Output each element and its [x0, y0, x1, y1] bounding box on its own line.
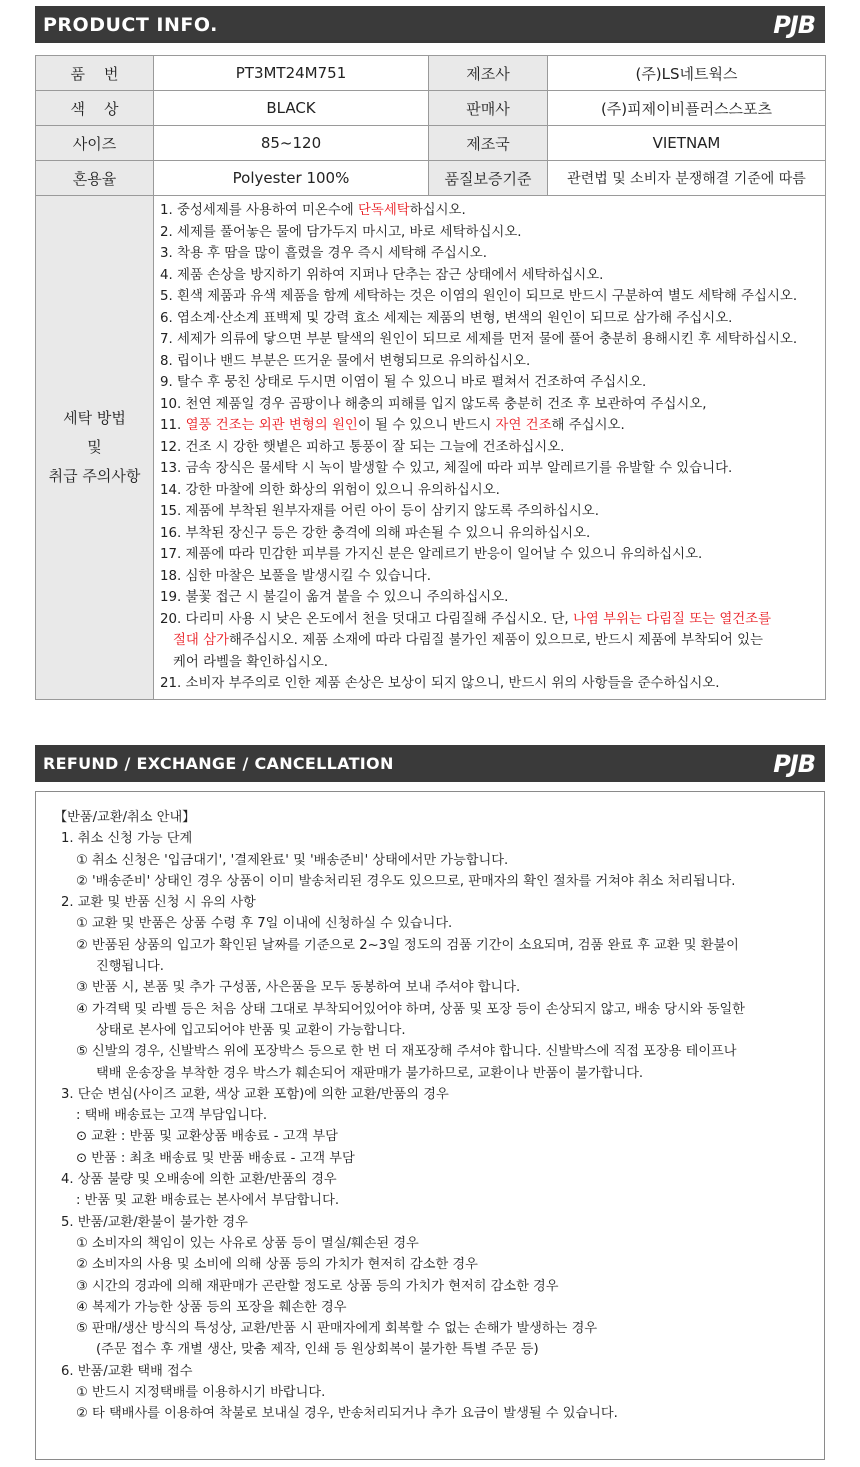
care-text: 17. 제품에 따라 민감한 피부를 가지신 분은 알레르기 반응이 일어날 수 있으니 유의하십시오. — [160, 547, 703, 562]
care-text: 13. 금속 장식은 물세탁 시 녹이 발생할 수 있고, 체질에 따라 피부 알레르기를 유발할 수 있습니다. — [160, 461, 733, 476]
care-text: 8. 립이나 밴드 부분은 뜨거운 물에서 변형되므로 유의하십시오. — [160, 353, 531, 369]
care-instructions — [154, 196, 826, 700]
care-text: 해주십시오. 제품 소재에 따라 다림질 불가인 제품이 있으므로, 반드시 제품에 부착되어 있는 — [229, 633, 763, 648]
care-text: 12. 건조 시 강한 햇볕은 피하고 통풍이 잘 되는 그늘에 건조하십시오. — [160, 439, 565, 455]
refund-policy-line: ⊙ 반품 : 최초 배송료 및 반품 배송료 - 고객 부담 — [76, 1150, 355, 1166]
label-material: 혼용율 — [36, 161, 154, 196]
care-instruction-line — [160, 308, 821, 330]
care-instruction-line — [160, 372, 821, 394]
refund-policy-line: ③ 반품 시, 본품 및 추가 구성품, 사은품을 모두 동봉하여 보내 주셔야 합니다. — [76, 980, 521, 996]
refund-policy-line: ② '배송준비' 상태인 경우 상품이 이미 발송처리된 경우도 있으므로, 판매자의 확인 절차를 거쳐야 취소 처리됩니다. — [76, 873, 736, 889]
refund-header — [35, 745, 825, 782]
care-text: 해 주십시오. — [551, 418, 625, 433]
care-text: 20. 다리미 사용 시 낮은 온도에서 천을 덧대고 다림질해 주십시오. 단, — [160, 611, 573, 627]
refund-policy-line: ① 취소 신청은 '입금대기', '결제완료' 및 '배송준비' 상태에서만 가능합니다. — [76, 852, 509, 868]
refund-policy-line: ④ 복제가 가능한 상품 등의 포장을 훼손한 경우 — [76, 1299, 347, 1315]
care-text: 1. 중성세제를 사용하여 미온수에 — [160, 203, 358, 218]
refund-policy-line: 【반품/교환/취소 안내】 — [54, 810, 196, 825]
care-label-line: 취급 주의사항 — [48, 466, 141, 485]
care-text: 21. 소비자 부주의로 인한 제품 손상은 보상이 되지 않으니, 반드시 위의 사항들을 준수하십시오. — [160, 676, 720, 691]
care-text: 2. 세제를 풀어놓은 물에 담가두지 마시고, 바로 세탁하십시오. — [160, 224, 522, 240]
label-color: 색 상 — [36, 91, 154, 126]
care-instruction-line — [160, 286, 821, 308]
value-material: Polyester 100% — [154, 161, 429, 196]
refund-policy-line: ⊙ 교환 : 반품 및 교환상품 배송료 - 고객 부담 — [76, 1129, 338, 1145]
care-text: 11. — [160, 418, 186, 433]
refund-policy-line: 3. 단순 변심(사이즈 교환, 색상 교환 포함)에 의한 교환/반품의 경우 — [61, 1086, 449, 1102]
product-info-title: PRODUCT INFO. — [43, 13, 218, 36]
brand-logo: PJB — [773, 749, 815, 778]
refund-policy-line: ⑤ 판매/생산 방식의 특성상, 교환/반품 시 판매자에게 회복할 수 없는 손해가 발생하는 경우 — [76, 1321, 598, 1337]
table-row — [36, 196, 826, 700]
care-instruction-line — [160, 329, 821, 351]
care-text: 14. 강한 마찰에 의한 화상의 위험이 있으니 유의하십시오. — [160, 482, 500, 498]
care-instruction-line — [160, 652, 821, 674]
care-instruction-line — [160, 437, 821, 459]
refund-policy-box — [35, 791, 825, 1460]
refund-policy-line: : 반품 및 교환 배송료는 본사에서 부담합니다. — [76, 1193, 340, 1209]
care-label-line: 세탁 방법 — [63, 408, 126, 427]
refund-policy-line: 택배 운송장을 부착한 경우 박스가 훼손되어 재판매가 불가하므로, 교환이나 반품이 불가합니다. — [96, 1065, 644, 1081]
refund-policy-line: ① 교환 및 반품은 상품 수령 후 7일 이내에 신청하실 수 있습니다. — [76, 916, 453, 932]
refund-policy-line: 2. 교환 및 반품 신청 시 유의 사항 — [61, 895, 256, 911]
care-text: 케어 라벨을 확인하십시오. — [173, 654, 329, 670]
care-instruction-line — [160, 415, 821, 437]
care-highlight-text: 열풍 건조는 외관 변형의 원인 — [185, 418, 358, 433]
care-instruction-line — [160, 243, 821, 265]
refund-policy-line: 진행됩니다. — [96, 959, 164, 975]
value-quality-standard: 관련법 및 소비자 분쟁해결 기준에 따름 — [548, 161, 826, 196]
brand-logo: PJB — [773, 10, 815, 39]
table-row — [36, 126, 826, 161]
refund-policy-line: ⑤ 신발의 경우, 신발박스 위에 포장박스 등으로 한 번 더 재포장해 주셔야 합니다. 신발박스에 직접 포장용 테이프나 — [76, 1044, 737, 1060]
value-size: 85~120 — [154, 126, 429, 161]
label-product-code: 품 번 — [36, 56, 154, 91]
refund-title: REFUND / EXCHANGE / CANCELLATION — [43, 754, 394, 773]
care-highlight-text: 절대 삼가 — [173, 633, 229, 648]
value-color: BLACK — [154, 91, 429, 126]
care-instruction-line — [160, 566, 821, 588]
refund-policy-line: 상태로 본사에 입고되어야 반품 및 교환이 가능합니다. — [96, 1022, 406, 1038]
label-quality-standard: 품질보증기준 — [429, 161, 548, 196]
care-instruction-line — [160, 351, 821, 373]
care-text: 5. 흰색 제품과 유색 제품을 함께 세탁하는 것은 이염의 원인이 되므로 반드시 구분하여 별도 세탁해 주십시오. — [160, 289, 798, 304]
care-text: 15. 제품에 부착된 원부자재를 어린 아이 등이 삼키지 않도록 주의하십시오. — [160, 504, 599, 519]
label-country: 제조국 — [429, 126, 548, 161]
refund-policy-line: ④ 가격택 및 라벨 등은 처음 상태 그대로 부착되어있어야 하며, 상품 및 포장 등이 손상되지 않고, 배송 당시와 동일한 — [76, 1001, 745, 1017]
care-highlight-text: 나염 부위는 다림질 또는 열건조를 — [572, 611, 772, 627]
care-instruction-line — [160, 265, 821, 287]
care-text: 하십시오. — [409, 203, 466, 218]
care-instruction-line — [160, 609, 821, 631]
refund-policy-line: : 택배 배송료는 고객 부담입니다. — [76, 1108, 268, 1124]
care-instruction-line — [160, 200, 821, 222]
refund-policy-line: 1. 취소 신청 가능 단계 — [61, 831, 193, 847]
care-instruction-line — [160, 480, 821, 502]
care-text: 4. 제품 손상을 방지하기 위하여 지퍼나 단추는 잠근 상태에서 세탁하십시오. — [160, 267, 604, 283]
care-instruction-line — [160, 458, 821, 480]
care-highlight-text: 자연 건조 — [495, 418, 552, 433]
product-info-table — [35, 55, 826, 700]
care-text: 18. 심한 마찰은 보풀을 발생시킬 수 있습니다. — [160, 568, 431, 584]
refund-policy-line: ① 소비자의 책임이 있는 사유로 상품 등이 멸실/훼손된 경우 — [76, 1235, 419, 1251]
care-label-line: 및 — [87, 437, 102, 456]
product-info-header — [35, 6, 825, 43]
refund-policy-line: ① 반드시 지정택배를 이용하시기 바랍니다. — [76, 1385, 326, 1401]
refund-policy-line: 5. 반품/교환/환불이 불가한 경우 — [61, 1214, 248, 1230]
care-instruction-line — [160, 544, 821, 566]
label-manufacturer: 제조사 — [429, 56, 548, 91]
refund-policy-line: ② 소비자의 사용 및 소비에 의해 상품 등의 가치가 현저히 감소한 경우 — [76, 1257, 478, 1273]
refund-policy-line: 4. 상품 불량 및 오배송에 의한 교환/반품의 경우 — [61, 1172, 337, 1188]
care-text: 6. 염소계·산소계 표백제 및 강력 효소 세제는 제품의 변형, 변색의 원인이 되므로 삼가해 주십시오. — [160, 310, 733, 326]
care-text: 이 될 수 있으니 반드시 — [357, 418, 496, 433]
care-label-cell — [36, 196, 154, 700]
care-text: 10. 천연 제품일 경우 곰팡이나 해충의 피해를 입지 않도록 충분히 건조 후 보관하여 주십시오, — [160, 396, 707, 412]
care-text: 19. 불꽃 접근 시 불길이 옮겨 붙을 수 있으니 주의하십시오. — [160, 590, 509, 605]
care-instruction-line — [160, 630, 821, 652]
table-row — [36, 91, 826, 126]
refund-policy-line: ③ 시간의 경과에 의해 재판매가 곤란할 정도로 상품 등의 가치가 현저히 감소한 경우 — [76, 1278, 559, 1294]
care-text: 16. 부착된 장신구 등은 강한 충격에 의해 파손될 수 있으니 유의하십시오. — [160, 525, 591, 541]
care-instruction-line — [160, 394, 821, 416]
care-instruction-line — [160, 673, 821, 695]
table-row — [36, 161, 826, 196]
refund-policy-line: 6. 반품/교환 택배 접수 — [61, 1363, 193, 1379]
value-manufacturer: (주)LS네트웍스 — [548, 56, 826, 91]
care-instruction-line — [160, 523, 821, 545]
refund-policy-line: ② 반품된 상품의 입고가 확인된 날짜를 기준으로 2~3일 정도의 검품 기간이 소요되며, 검품 완료 후 교환 및 환불이 — [76, 937, 739, 953]
refund-policy-line: (주문 접수 후 개별 생산, 맞춤 제작, 인쇄 등 원상회복이 불가한 특별 주문 등) — [96, 1342, 539, 1358]
care-text: 7. 세제가 의류에 닿으면 부분 탈색의 원인이 되므로 세제를 먼저 물에 풀어 충분히 용해시킨 후 세탁하십시오. — [160, 332, 798, 347]
refund-policy-line: ② 타 택배사를 이용하여 착불로 보내실 경우, 반송처리되거나 추가 요금이 발생될 수 있습니다. — [76, 1406, 618, 1422]
value-product-code: PT3MT24M751 — [154, 56, 429, 91]
label-size: 사이즈 — [36, 126, 154, 161]
care-text: 3. 착용 후 땀을 많이 흘렸을 경우 즉시 세탁해 주십시오. — [160, 246, 487, 261]
care-instruction-line — [160, 501, 821, 523]
care-instruction-line — [160, 587, 821, 609]
value-country: VIETNAM — [548, 126, 826, 161]
care-text: 9. 탈수 후 뭉친 상태로 두시면 이염이 될 수 있으니 바로 펼쳐서 건조하여 주십시오. — [160, 375, 647, 390]
value-seller: (주)피제이비플러스스포츠 — [548, 91, 826, 126]
label-seller: 판매사 — [429, 91, 548, 126]
care-instruction-line — [160, 222, 821, 244]
table-row — [36, 56, 826, 91]
care-highlight-text: 단독세탁 — [357, 203, 410, 218]
